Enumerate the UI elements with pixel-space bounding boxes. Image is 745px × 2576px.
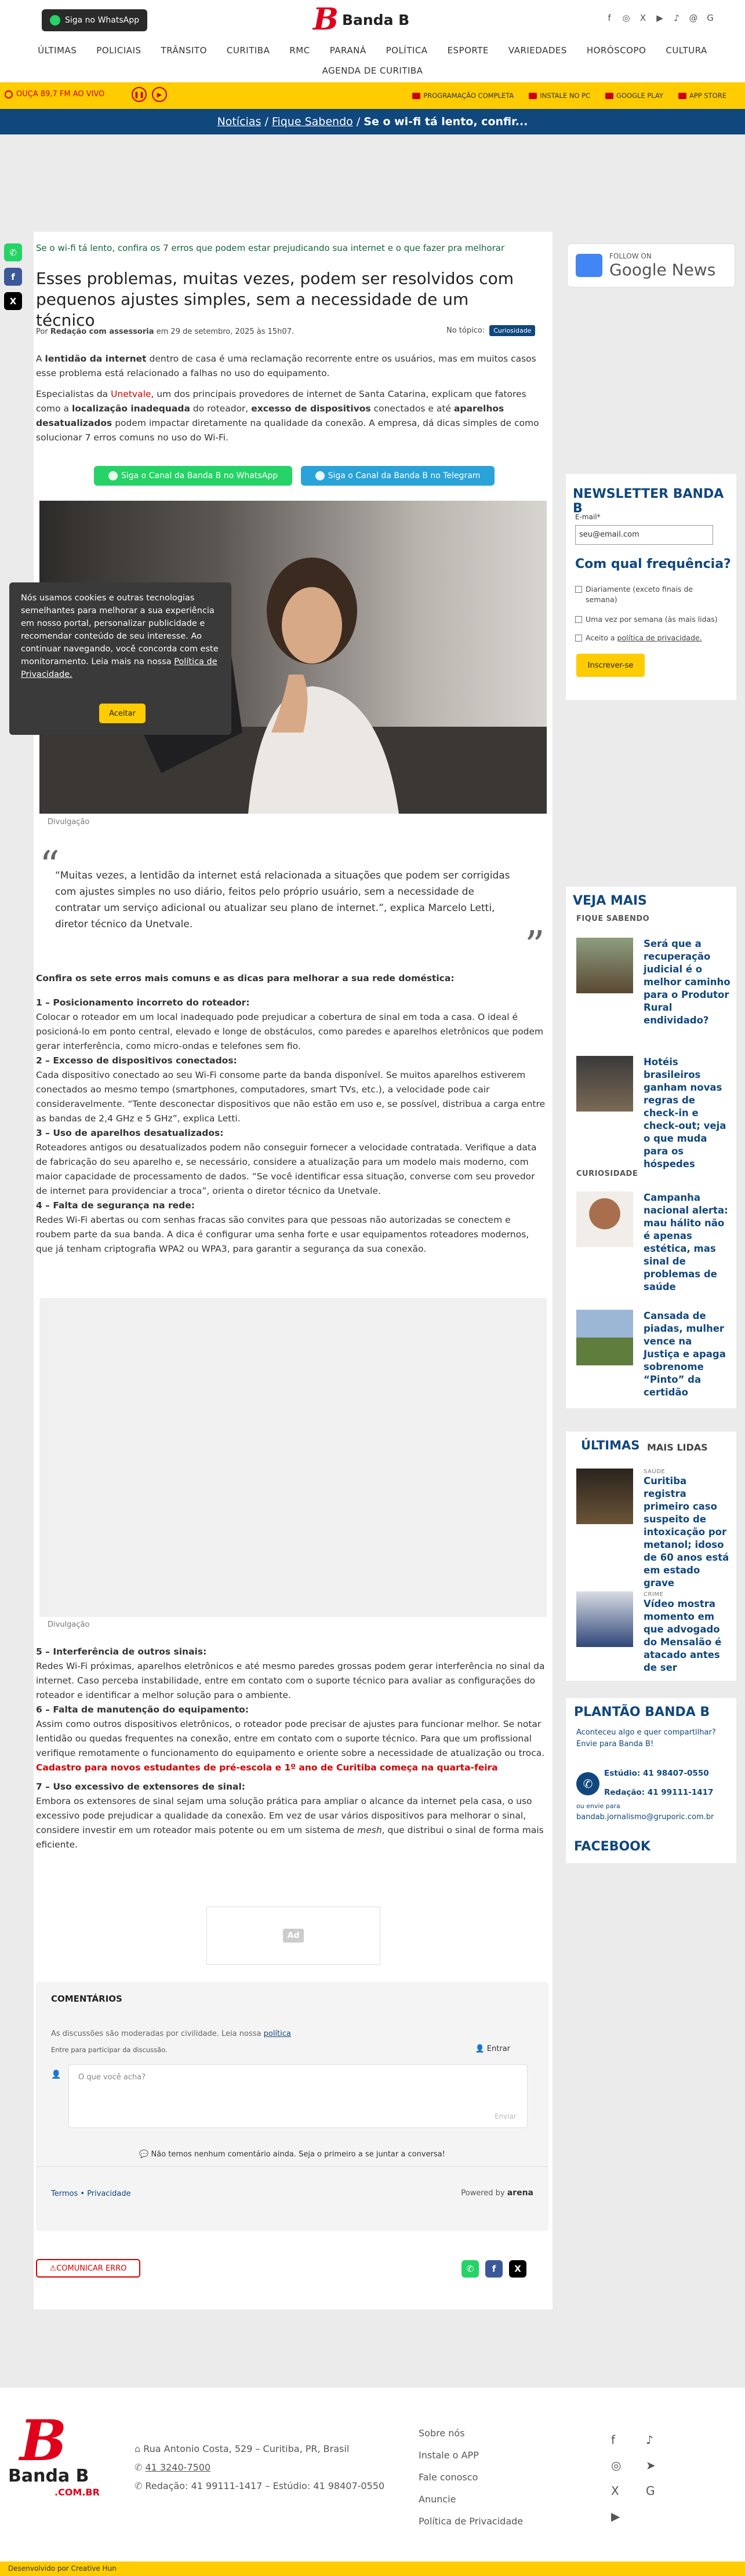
nav-item-transito[interactable]: TRÂNSITO <box>161 45 207 56</box>
facebook-title: FACEBOOK <box>574 1839 650 1854</box>
tip-6-heading: 6 – Falta de manutenção do equipamento: <box>36 1704 249 1715</box>
nav-item-politica[interactable]: POLÍTICA <box>386 45 428 56</box>
thumbnail <box>576 1469 633 1524</box>
topic-tag[interactable]: Curiosidade <box>489 325 535 336</box>
newsletter-title: NEWSLETTER BANDA B <box>573 487 724 516</box>
comments-title: COMENTÁRIOS <box>51 1994 122 2004</box>
thumbnail <box>576 1056 633 1112</box>
veja-mais-box <box>566 887 736 1408</box>
tiktok-icon[interactable]: ♪ <box>646 2433 653 2447</box>
thumbnail <box>576 938 633 993</box>
whatsapp-icon <box>108 471 118 480</box>
facebook-icon[interactable]: f <box>608 13 611 23</box>
email-field[interactable]: seu@email.com <box>575 525 713 545</box>
nav-item-rmc[interactable]: RMC <box>289 45 310 56</box>
threads-icon[interactable]: @ <box>689 13 698 23</box>
footer-link-contato[interactable]: Fale conosco <box>419 2472 478 2483</box>
whatsapp-channel-button[interactable]: Siga o Canal da Banda B no WhatsApp <box>94 466 292 486</box>
email-prefix: ou envie para <box>576 1802 620 1810</box>
category-curiosidade: CURIOSIDADE <box>576 1169 638 1178</box>
quote-close-icon: ” <box>525 923 545 969</box>
plantao-title: PLANTÃO BANDA B <box>574 1705 710 1719</box>
google-news-icon <box>576 254 602 277</box>
nav-item-cultura[interactable]: CULTURA <box>666 45 707 56</box>
checkbox-icon <box>575 635 582 642</box>
intro-paragraph-2: Especialistas da Unetvale, um dos principais provedores de internet de Santa Catarina, explicam que fatores como a localização inadequada do roteador, excesso de dispositivos conectados e até aparelhos desatualizados podem impactar diretamente na qualidade da conexão. A empresa, dá dicas simples de como solucionar 7 erros comuns no uso do Wi-Fi. <box>36 389 539 443</box>
tip-5-heading: 5 – Interferência de outros sinais: <box>36 1646 207 1657</box>
footer-social <box>611 2433 663 2523</box>
tip-7-heading: 7 – Uso excessivo de extensores de sinal: <box>36 1781 245 1792</box>
install-pc-link[interactable]: INSTALE NO PC <box>529 92 590 100</box>
article-topic: No tópico: Curiosidade <box>446 325 535 336</box>
unetvale-link[interactable]: Unetvale <box>111 389 151 399</box>
photo-caption: Divulgação <box>48 818 90 826</box>
terms-link[interactable]: Termos <box>51 2189 78 2198</box>
empty-comments-note: 💬 Não temos nenhum comentário ainda. Seja o primeiro a se juntar a conversa! <box>139 2150 445 2159</box>
pause-icon[interactable]: ❚❚ <box>132 87 147 102</box>
breadcrumb-noticias[interactable]: Notícias <box>217 115 261 128</box>
checkbox-icon <box>575 586 582 593</box>
x-icon[interactable]: X <box>639 13 646 23</box>
article-title: Esses problemas, muitas vezes, podem ser resolvidos com pequenos ajustes simples, sem a necessidade de um técnico <box>36 269 514 330</box>
media-caption: Divulgação <box>48 1620 90 1629</box>
tip-1-text: Colocar o roteador em um local inadequado pode prejudicar a cobertura de sinal em toda a casa. O ideal é posicioná-lo em ponto central, elevado e longe de obstáculos, como paredes e aparelhos eletrônicos que podem gerar interferência, como micro-ondas e telefones sem fio. <box>36 1012 544 1051</box>
whatsapp-icon: ✆ <box>135 2480 146 2491</box>
download-icon <box>529 93 537 99</box>
facebook-icon[interactable]: f <box>611 2433 616 2447</box>
x-share-icon[interactable]: X <box>509 2260 526 2278</box>
latest-item-2[interactable]: CRIME Vídeo mostra momento em que advogado do Mensalão é atacado antes de ser <box>576 1591 731 1674</box>
ad-label: Ad <box>283 1929 304 1943</box>
nav-item-ultimas[interactable]: ÚLTIMAS <box>38 45 77 56</box>
newsletter-box <box>566 474 736 700</box>
footer-logo: B Banda B .COM.BR <box>8 2408 100 2498</box>
policy-link[interactable]: política <box>263 2030 291 2038</box>
cookie-policy-link[interactable]: Política de Privacidade. <box>21 657 217 679</box>
breadcrumb-current: Se o wi-fi tá lento, confir... <box>364 115 528 128</box>
share-bar <box>4 243 22 316</box>
avatar-icon: 👤 <box>51 2070 61 2079</box>
plantao-text: Aconteceu algo e quer compartilhar? Envie para Banda B! <box>576 1728 716 1748</box>
latest-box <box>566 1431 736 1681</box>
location-icon: ⌂ <box>135 2443 144 2454</box>
google-play-icon <box>605 93 613 99</box>
tip-2-heading: 2 – Excesso de dispositivos conectados: <box>36 1055 237 1066</box>
tips-block-1 <box>36 996 546 1256</box>
tip-1-heading: 1 – Posicionamento incorreto do roteador: <box>36 997 250 1008</box>
tip-3-heading: 3 – Uso de aparelhos desatualizados: <box>36 1128 224 1138</box>
footer-phone[interactable]: 41 3240-7500 <box>145 2462 211 2473</box>
category-fique-sabendo: FIQUE SABENDO <box>576 914 650 923</box>
whatsapp-icon <box>50 15 60 25</box>
option-privacy[interactable]: Aceito a política de privacidade. <box>575 633 726 643</box>
related-item-3[interactable]: Campanha nacional alerta: mau hálito não é apenas estética, mas sinal de problemas de saúde <box>576 1192 731 1294</box>
section-heading: Confira os sete erros mais comuns e as dicas para melhorar a sua rede doméstica: <box>36 973 455 983</box>
user-icon: 👤 <box>475 2045 487 2053</box>
comments-section <box>36 1982 548 2231</box>
ad-slot[interactable] <box>206 1907 380 1965</box>
tip-4-text: Redes Wi-Fi abertas ou com senhas fracas são convites para que pessoas não autorizadas se conectem e roubem parte da sua banda. A dica é configurar uma senha forte e usar equipamentos roteadores modernos, que já tenham criptografia WPA2 ou WPA3, para garantir a segurança da sua conexão. <box>36 1215 529 1254</box>
social-links <box>605 13 715 23</box>
credit-bar <box>0 2562 745 2576</box>
thumbnail <box>576 1591 633 1647</box>
telegram-channel-button[interactable]: Siga o Canal da Banda B no Telegram <box>301 466 495 486</box>
instagram-icon[interactable]: ◎ <box>622 13 630 23</box>
tip-7-text: Embora os extensores de sinal sejam uma solução prática para ampliar o alcance da internet pela casa, o uso excessivo pode prejudicar a qualidade da conexão. Em vez de usar vários dispositivos para melhorar o sinal, considere investir em um roteador mais potente ou em um sistema de mesh, que distribui o sinal de forma mais eficiente. <box>36 1796 544 1850</box>
login-prompt: Entre para participar da discussão. <box>51 2046 168 2054</box>
email-label: E-mail* <box>575 513 601 521</box>
login-button[interactable]: 👤 Entrar <box>475 2045 510 2053</box>
send-button[interactable]: Enviar <box>495 2112 517 2120</box>
thumbnail <box>576 1192 633 1247</box>
footer-contacts: ⌂ Rua Antonio Costa, 529 – Curitiba, PR, Brasil ✆ 41 3240-7500 ✆ Redação: 41 99111-1417 – Estúdio: 41 98407-0550 <box>135 2443 385 2491</box>
broadcast-icon <box>5 90 13 99</box>
plantao-box <box>566 1698 736 1863</box>
cookie-text: Nós usamos cookies e outras tecnologias semelhantes para melhorar a sua experiência em nosso portal, personalizar publicidade e recomendar conteúdo de seu interesse. Ao continuar navegando, você concorda com este monitoramento. Leia mais na nossa Política de Privacidade. <box>21 593 219 679</box>
x-icon[interactable]: X <box>611 2484 619 2498</box>
whatsapp-share-icon[interactable]: ✆ <box>461 2260 479 2278</box>
x-share-icon[interactable]: X <box>4 292 22 310</box>
warning-icon: ⚠ <box>49 2264 57 2273</box>
footer-links <box>419 2422 523 2533</box>
nav-item-agenda[interactable]: AGENDA DE CURITIBA <box>322 65 423 76</box>
checkbox-icon <box>575 616 582 623</box>
facebook-share-icon[interactable]: f <box>485 2260 503 2278</box>
nav-item-horoscopo[interactable]: HORÓSCOPO <box>586 45 646 56</box>
facebook-share-icon[interactable]: f <box>4 268 22 286</box>
related-item-4[interactable]: Cansada de piadas, mulher vence na Justiça e apaga sobrenome “Pinto” da certidão <box>576 1310 731 1399</box>
play-icon[interactable]: ▶ <box>152 87 167 102</box>
main-nav <box>0 45 745 56</box>
breadcrumb-bar: Notícias / Fique Sabendo / Se o wi-fi tá lento, confir... <box>0 109 745 134</box>
comment-placeholder: O que você acha? <box>78 2073 146 2082</box>
tips-block-2 <box>36 1645 546 1852</box>
nav-item-curitiba[interactable]: CURITIBA <box>226 45 270 56</box>
subscribe-button[interactable]: Inscrever-se <box>576 654 645 677</box>
apple-icon <box>678 93 686 99</box>
google-play-link[interactable]: GOOGLE PLAY <box>605 92 663 100</box>
comment-input[interactable] <box>68 2064 528 2128</box>
footer-link-anuncie[interactable]: Anuncie <box>419 2494 456 2505</box>
footer-logo-mark: B <box>20 2408 67 2473</box>
quote-open-icon: “ <box>39 843 60 889</box>
schedule-link[interactable]: PROGRAMAÇÃO COMPLETA <box>412 92 514 100</box>
google-news-follow[interactable]: FOLLOW ON Google News <box>567 243 735 287</box>
tip-3-text: Roteadores antigos ou desatualizados podem não conseguir fornecer a velocidade contratada. Verifique a data de fabricação do seu aparelho e, se necessário, considere a atualização para um modelo mais moderno, com maior capacidade de processamento de dados. “Se você identificar essa situação, converse com seu provedor de internet para providenciar a troca”, orienta o diretor técnico da Unetvale. <box>36 1142 537 1196</box>
article-quote: “Muitas vezes, a lentidão da internet está relacionada a situações que podem ser corrigidas com ajustes simples no uso diário, feitos pelo próprio usuário, sem a necessidade de contratar um serviço adicional ou atualizar seu plano de internet.”, explica Marcelo Letti, diretor técnico da Unetvale. <box>55 870 510 930</box>
tiktok-icon[interactable]: ♪ <box>674 13 679 23</box>
credit-link[interactable]: Desenvolvido por Creative Hun <box>8 2564 117 2573</box>
tip-2-text: Cada dispositivo conectado ao seu Wi-Fi consome parte da banda disponível. Se muitos aparelhos estiverem conectados ao mesmo tempo (smartphones, computadores, smart TVs, etc.), a velocidade pode cair consideravelmente. “Tente desconectar dispositivos que não estão em uso e, se possível, distribua a carga entre as bandas de 2,4 GHz e 5 GHz”, explica Letti. <box>36 1070 546 1124</box>
google-icon[interactable]: G <box>646 2484 655 2498</box>
comments-footer-links: Termos • Privacidade <box>51 2189 131 2198</box>
tab-mais-lidas[interactable]: MAIS LIDAS <box>647 1442 708 1453</box>
phone-icon: ✆ <box>135 2462 146 2473</box>
related-item-2[interactable]: Hotéis brasileiros ganham novas regras de check-in e check-out; veja o que muda para os hóspedes <box>576 1056 731 1171</box>
related-article-link[interactable]: Cadastro para novos estudantes de pré-escola e 1º ano de Curitiba começa na quarta-feira <box>36 1762 498 1773</box>
related-item-1[interactable]: Será que a recuperação judicial é o melhor caminho para o Produtor Rural endividado? <box>576 938 731 1027</box>
instagram-icon[interactable]: ◎ <box>611 2458 622 2472</box>
whatsapp-follow-button[interactable]: Siga no WhatsApp <box>42 9 147 31</box>
site-logo[interactable]: B Banda B <box>313 2 410 37</box>
latest-item-1[interactable]: SAÚDE Curitiba registra primeiro caso suspeito de intoxicação por metanol; idoso de 60 anos está em estado grave <box>576 1469 731 1590</box>
youtube-icon[interactable]: ▶ <box>611 2509 620 2523</box>
newsroom-email[interactable]: bandab.jornalismo@gruporic.com.br <box>576 1813 714 1821</box>
tab-ultimas[interactable]: ÚLTIMAS <box>581 1438 640 1452</box>
powered-by: Powered by arena <box>461 2188 533 2198</box>
privacy-link[interactable]: Privacidade <box>87 2189 131 2198</box>
whatsapp-share-icon[interactable]: ✆ <box>4 243 22 261</box>
site-footer <box>0 2388 745 2562</box>
radio-links <box>412 92 726 100</box>
google-icon[interactable]: G <box>707 13 714 23</box>
moderation-note: As discussões são moderadas por civilidade. Leia nossa política <box>51 2030 291 2038</box>
app-store-link[interactable]: APP STORE <box>678 92 726 100</box>
article-kicker: Se o wi-fi tá lento, confira os 7 erros que podem estar prejudicando sua internet e o que fazer pra melhorar <box>36 243 505 253</box>
tip-6-text: Assim como outros dispositivos eletrônicos, o roteador pode precisar de ajustes para funcionar melhor. Se notar lentidão ou quedas frequentes na conexão, entre em contato com o suporte técnico. Para que um profissional verifique remotamente o funcionamento do equipamento e oriente sobre a necessidade de atualização ou troca. <box>36 1719 545 1758</box>
studio-phone[interactable]: Estúdio: 41 98407-0550 <box>604 1769 709 1778</box>
bottom-share-bar <box>461 2260 526 2284</box>
breadcrumb-fique-sabendo[interactable]: Fique Sabendo <box>271 115 353 128</box>
option-daily[interactable]: Diariamente (exceto finais de semana) <box>575 584 726 605</box>
option-weekly[interactable]: Uma vez por semana (às mais lidas) <box>575 614 726 625</box>
whatsapp-icon: ✆ <box>576 1772 599 1795</box>
article-byline: Por Redação com assessoria em 29 de setembro, 2025 às 15h07. <box>36 327 295 336</box>
nav-item-parana[interactable]: PARANÁ <box>329 45 366 56</box>
nav-item-esporte[interactable]: ESPORTE <box>447 45 489 56</box>
live-radio-link[interactable]: OUÇA 89,7 FM AO VIVO <box>5 90 104 99</box>
report-error-button[interactable]: ⚠ COMUNICAR ERRO <box>36 2259 140 2278</box>
tip-4-heading: 4 – Falta de segurança na rede: <box>36 1200 195 1211</box>
cookie-banner <box>9 582 231 735</box>
thumbnail <box>576 1310 633 1365</box>
site-header <box>0 0 745 82</box>
telegram-icon[interactable]: ➤ <box>646 2458 656 2472</box>
nav-item-policiais[interactable]: POLICIAIS <box>96 45 141 56</box>
frequency-title: Com qual frequência? <box>575 557 731 571</box>
footer-link-privacidade[interactable]: Política de Privacidade <box>419 2516 524 2527</box>
tip-5-text: Redes Wi-Fi próximas, aparelhos eletrônicos e até mesmo paredes grossas podem gerar interferência no sinal da internet. Caso perceba instabilidade, entre em contato com o suporte técnico para avaliar as configurações do roteador e identificar a melhor solução para o ambiente. <box>36 1661 545 1700</box>
footer-link-sobre[interactable]: Sobre nós <box>419 2428 465 2439</box>
youtube-icon[interactable]: ▶ <box>656 13 663 23</box>
nav-item-variedades[interactable]: VARIEDADES <box>508 45 567 56</box>
veja-mais-title: VEJA MAIS <box>573 894 647 908</box>
schedule-icon <box>412 93 420 99</box>
footer-link-app[interactable]: Instale o APP <box>419 2450 479 2461</box>
intro-paragraph-1: A lentidão da internet dentro de casa é uma reclamação recorrente entre os usuários, mas em muitos casos esse problema está relacionado a falhas no uso do equipamento. <box>36 354 536 378</box>
telegram-icon <box>315 471 325 480</box>
embedded-media[interactable] <box>39 1298 547 1617</box>
newsroom-phone[interactable]: Redação: 41 99111-1417 <box>604 1788 714 1797</box>
accept-cookies-button[interactable]: Aceitar <box>99 704 146 723</box>
chat-icon: 💬 <box>139 2150 151 2159</box>
